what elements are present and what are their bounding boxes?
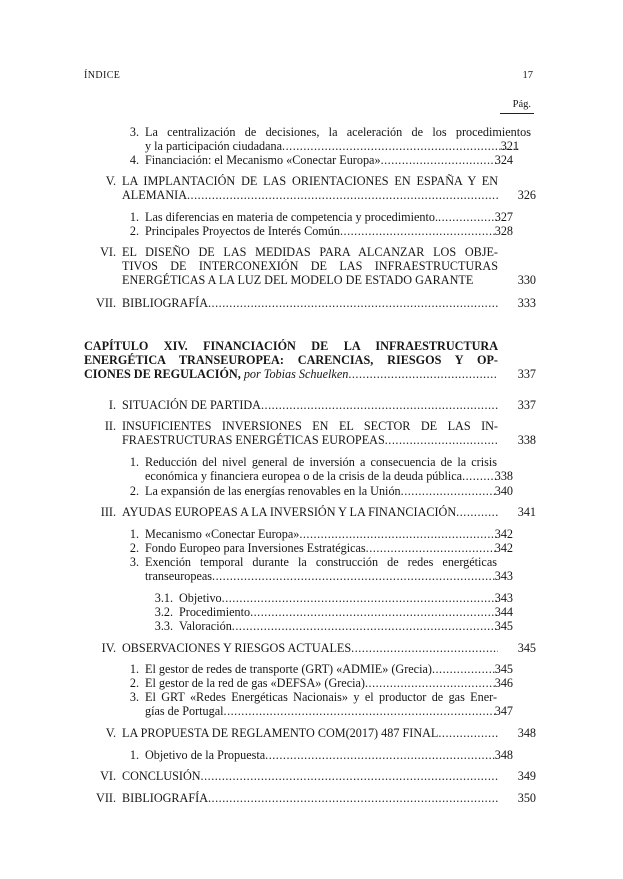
entry-page: 343: [494, 591, 513, 605]
entry-text-line: gías de Portugal: [145, 704, 224, 719]
entry-text-line: EL DISEÑO DE LAS MEDIDAS PARA ALCANZAR LOS OBJE-: [122, 245, 498, 259]
entry-text-line: AYUDAS EUROPEAS A LA INVERSIÓN Y LA FINANCIACIÓN: [122, 505, 457, 519]
entry-page: 340: [494, 484, 513, 498]
entry-page: 348: [494, 748, 513, 762]
entry-page: 345: [494, 662, 513, 676]
toc-entry[interactable]: [129, 555, 513, 584]
dot-leader: [222, 591, 497, 605]
toc-entry[interactable]: [154, 591, 513, 605]
toc-entry[interactable]: [129, 541, 513, 555]
entry-number: 2.: [129, 541, 139, 555]
entry-number: 2.: [129, 484, 139, 498]
toc-entry[interactable]: [129, 748, 513, 762]
entry-text-line: Fondo Europeo para Inversiones Estratégicas: [145, 541, 366, 555]
entry-page: 337: [517, 367, 536, 382]
entry-text-line: El GRT «Redes Energéticas Nacionais» y el productor de gas Ener-: [145, 690, 497, 704]
dot-leader: [208, 296, 498, 310]
entry-number: IV.: [101, 641, 116, 655]
entry-text-line: TIVOS DE INTERCONEXIÓN DE LAS INFRAESTRUCTURAS: [122, 259, 498, 274]
chapter-title-line: CIONES DE REGULACIÓN,: [84, 367, 241, 382]
entry-number: 1.: [129, 210, 139, 224]
entry-page: 348: [517, 726, 536, 740]
dot-leader: [261, 398, 498, 412]
entry-page: 330: [517, 273, 536, 288]
entry-number: V.: [105, 726, 116, 740]
entry-text-line: y la participación ciudadana: [145, 139, 283, 154]
toc-entry[interactable]: [100, 245, 536, 288]
dot-leader: [351, 641, 498, 655]
entry-text-line: ENERGÉTICAS A LA LUZ DEL MODELO DE ESTADO GARANTE: [122, 273, 474, 288]
entry-text-line: Exención temporal durante la construcción de redes energéticas: [145, 555, 497, 569]
dot-leader: [265, 748, 497, 762]
dot-leader: [201, 769, 498, 783]
entry-page: 347: [494, 704, 513, 719]
entry-number: V.: [105, 174, 116, 188]
entry-page: 338: [494, 469, 513, 484]
toc-entry[interactable]: [129, 690, 513, 719]
toc-entry[interactable]: [129, 153, 513, 167]
dot-leader: [224, 704, 497, 718]
entry-number: 4.: [129, 153, 139, 167]
entry-number: I.: [108, 398, 116, 412]
entry-number: II.: [104, 419, 116, 433]
entry-page: 341: [517, 505, 536, 519]
entry-page: 346: [494, 676, 513, 690]
entry-text-line: CONCLUSIÓN: [122, 769, 201, 783]
toc-entry[interactable]: [96, 791, 536, 805]
toc-entry[interactable]: [154, 619, 513, 633]
page-column-rule: [500, 113, 534, 114]
dot-leader: [385, 433, 498, 447]
toc-entry[interactable]: [101, 641, 536, 655]
entry-page: 324: [494, 153, 513, 167]
toc-entry[interactable]: [105, 174, 536, 203]
entry-number: 3.: [129, 690, 139, 704]
entry-text-line: Mecanismo «Conectar Europa»: [145, 527, 300, 541]
entry-number: VII.: [96, 296, 116, 310]
toc-entry[interactable]: [129, 662, 513, 676]
dot-leader: [348, 367, 498, 381]
dot-leader: [208, 791, 498, 805]
page-column-label: Pág.: [512, 99, 531, 110]
dot-leader: [438, 726, 498, 740]
entry-page: 337: [517, 398, 536, 412]
entry-text-line: BIBLIOGRAFÍA: [122, 296, 208, 310]
toc-entry[interactable]: [105, 726, 536, 740]
dot-leader: [282, 139, 520, 153]
chapter-title-line: ENERGÉTICA TRANSEUROPEA: CARENCIAS, RIESGOS Y OP-: [84, 353, 498, 368]
entry-number: 3.2.: [154, 605, 173, 619]
entry-text-line: Valoración: [179, 619, 232, 633]
entry-page: 345: [517, 641, 536, 655]
toc-entry[interactable]: [129, 224, 513, 238]
toc-entry[interactable]: [96, 296, 536, 310]
entry-page: 342: [494, 541, 513, 555]
entry-text-line: La centralización de decisiones, la aceleración de los procedimientos: [145, 125, 531, 139]
entry-page: 333: [517, 296, 536, 310]
entry-number: 3.: [129, 555, 139, 569]
toc-entry[interactable]: [129, 676, 513, 690]
entry-page: 345: [494, 619, 513, 633]
entry-text-line: Financiación: el Mecanismo «Conectar Europa»: [145, 153, 381, 167]
dot-leader: [299, 527, 497, 541]
entry-text-line: Procedimiento: [179, 605, 251, 619]
entry-number: 3.1.: [154, 591, 173, 605]
entry-number: 1.: [129, 527, 139, 541]
toc-entry[interactable]: [129, 527, 513, 541]
entry-number: VI.: [100, 769, 116, 783]
dot-leader: [187, 188, 498, 202]
toc-entry[interactable]: [104, 419, 536, 448]
entry-text-line: El gestor de redes de transporte (GRT) «ADMIE» (Grecia): [145, 662, 432, 676]
entry-text-line: ALEMANIA: [122, 188, 187, 203]
page-number: 17: [522, 70, 533, 81]
entry-page: 342: [494, 527, 513, 541]
entry-text-line: OBSERVACIONES Y RIESGOS ACTUALES: [122, 641, 352, 655]
dot-leader: [232, 619, 497, 633]
chapter-entry[interactable]: [84, 339, 536, 382]
entry-text-line: económica y financiera europea o de la crisis de la deuda pública: [145, 469, 463, 484]
toc-entry[interactable]: [108, 398, 536, 412]
entry-number: VII.: [96, 791, 116, 805]
entry-number: III.: [100, 505, 116, 519]
entry-number: 3.: [129, 125, 139, 139]
toc-entry[interactable]: [100, 505, 536, 519]
toc-entry[interactable]: [100, 769, 536, 783]
dot-leader: [340, 224, 497, 238]
entry-text-line: BIBLIOGRAFÍA: [122, 791, 208, 805]
toc-entry[interactable]: [129, 455, 513, 484]
entry-page: 327: [494, 210, 513, 224]
toc-entry[interactable]: [129, 125, 531, 154]
entry-page: 344: [494, 605, 513, 619]
entry-page: 326: [517, 188, 536, 203]
dot-leader: [212, 569, 497, 583]
entry-page: 350: [517, 791, 536, 805]
entry-text-line: FRAESTRUCTURAS ENERGÉTICAS EUROPEAS: [122, 433, 385, 448]
entry-text-line: Objetivo: [179, 591, 222, 605]
entry-text-line: Reducción del nivel general de inversión a consecuencia de la crisis: [145, 455, 497, 469]
toc-entry[interactable]: [129, 484, 513, 498]
running-header-title: ÍNDICE: [84, 70, 121, 81]
entry-text-line: Principales Proyectos de Interés Común: [145, 224, 340, 238]
dot-leader: [365, 676, 497, 690]
dot-leader: [366, 541, 497, 555]
entry-text-line: SITUACIÓN DE PARTIDA: [122, 398, 261, 412]
entry-number: 1.: [129, 455, 139, 469]
entry-number: 1.: [129, 748, 139, 762]
entry-page: 338: [517, 433, 536, 448]
dot-leader: [381, 153, 497, 167]
chapter-author: por Tobias Schuelken: [243, 367, 349, 382]
entry-text-line: Las diferencias en materia de competencia y procedimiento.: [145, 210, 439, 224]
entry-text-line: Objetivo de la Propuesta: [145, 748, 266, 762]
dot-leader: [250, 605, 497, 619]
entry-text-line: La expansión de las energías renovables en la Unión: [145, 484, 401, 498]
chapter-title-line: CAPÍTULO XIV. FINANCIACIÓN DE LA INFRAESTRUCTURA: [84, 339, 498, 353]
entry-number: 3.3.: [154, 619, 173, 633]
entry-text-line: El gestor de la red de gas «DEFSA» (Grecia): [145, 676, 365, 690]
entry-text-line: LA PROPUESTA DE REGLAMENTO COM(2017) 487 FINAL: [122, 726, 439, 740]
toc-entry[interactable]: [129, 210, 513, 224]
entry-text-line: transeuropeas: [145, 569, 213, 584]
entry-number: 2.: [129, 676, 139, 690]
toc-entry[interactable]: [154, 605, 513, 619]
entry-page: 328: [494, 224, 513, 238]
entry-number: 2.: [129, 224, 139, 238]
entry-number: 1.: [129, 662, 139, 676]
entry-text-line: INSUFICIENTES INVERSIONES EN EL SECTOR DE LAS IN-: [122, 419, 498, 433]
entry-page: 349: [517, 769, 536, 783]
entry-page: 343: [494, 569, 513, 584]
entry-page: 321: [500, 139, 519, 154]
dot-leader: [456, 505, 498, 519]
entry-text-line: LA IMPLANTACIÓN DE LAS ORIENTACIONES EN ESPAÑA Y EN: [122, 174, 498, 188]
entry-number: VI.: [100, 245, 116, 259]
